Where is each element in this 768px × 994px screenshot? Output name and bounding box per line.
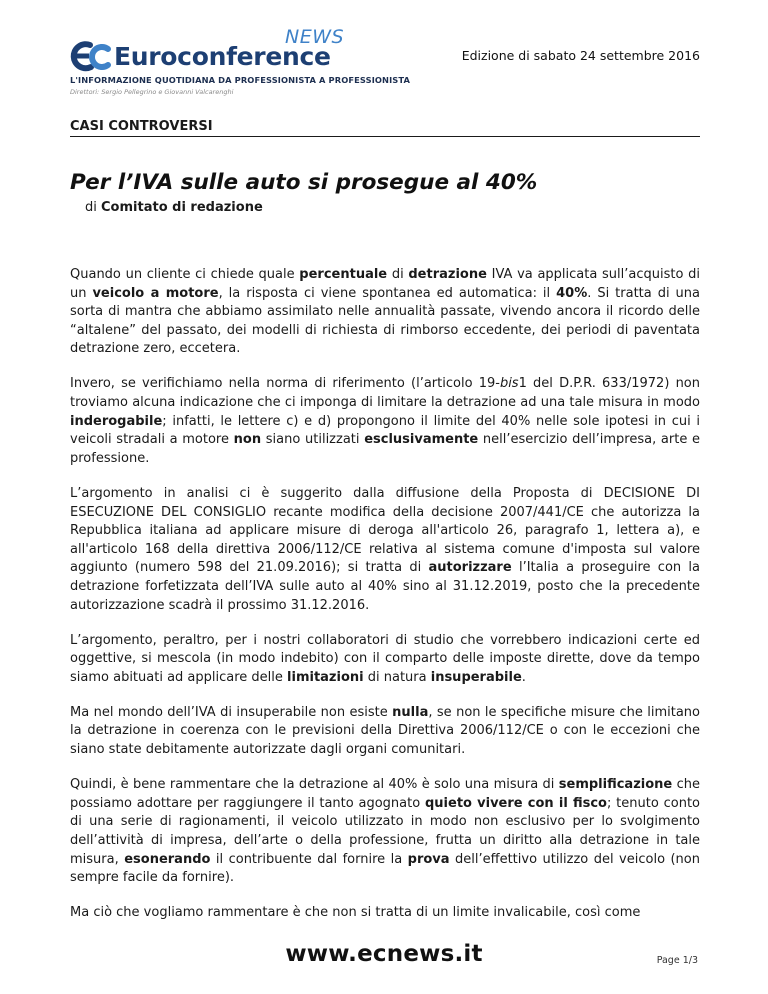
text-run: siano utilizzati (261, 432, 365, 448)
ec-logo-icon (70, 40, 112, 74)
text-run: IVA va applicata sull’acquisto di un (70, 267, 700, 301)
text-run: Invero, se verifichiamo nella norma di riferimento (l’articolo 19- (70, 376, 500, 392)
euroconference-logo[interactable] (70, 26, 410, 100)
text-run: , la risposta ci viene spontanea ed automatica: il (218, 285, 557, 301)
article-body (70, 266, 700, 939)
bold-text: prova (407, 851, 450, 867)
bold-text: quieto vivere con il fisco (424, 795, 607, 811)
text-run: che possiamo adottare per raggiungere il tanto agognato (70, 777, 700, 811)
text-run: . Si tratta di una sorta di mantra che abbiamo assimilato nelle annualità passate, vivendo ancora il ricordo delle “altalene” del passato, dei modelli di richiesta di rimborso eccedente, dei periodi di paventata detrazione zero, eccetera. (70, 285, 700, 357)
text-run: nell’esercizio dell’impresa, arte e professione. (70, 432, 700, 466)
footer-url[interactable]: www.ecnews.it (285, 941, 483, 967)
bold-text: veicolo a motore (92, 285, 219, 301)
text-run: Ma nel mondo dell’IVA di insuperabile non esiste (70, 704, 393, 720)
article-paragraph (70, 485, 700, 615)
text-run: L’argomento in analisi ci è suggerito dalla diffusione della Proposta di DECISIONE DI ESECUZIONE DEL CONSIGLIO recante modifica della decisione 2007/441/CE che autorizza la Repubblica italiana ad applicare misure di deroga all'articolo 26, paragrafo 1, lettera a), e all'articolo 168 della direttiva 2006/112/CE relativa al sistema comune d'imposta sul valore aggiunto (numero 598 del 21.09.2016); si tratta di (70, 485, 700, 576)
article-paragraph (70, 904, 700, 923)
bold-text: inderogabile (70, 413, 163, 429)
article-paragraph (70, 776, 700, 888)
bold-text: 40% (556, 285, 588, 301)
bold-text: semplificazione (558, 777, 673, 793)
text-run: Quindi, è bene rammentare che la detrazione al 40% è solo una misura di (70, 777, 559, 793)
article-paragraph (70, 632, 700, 688)
text-run: Ma ciò che vogliamo rammentare è che non si tratta di un limite invalicabile, così come (70, 905, 641, 921)
edition-date: Edizione di sabato 24 settembre 2016 (461, 48, 700, 63)
bold-text: esclusivamente (364, 432, 479, 448)
text-run: ; tenuto conto di una serie di ragionamenti, il veicolo utilizzato in modo non esclusivo per lo svolgimento dell’attività di impresa, dell’arte o della professione, frutta un diritto alla detrazione in tale misura, (70, 795, 700, 867)
bold-text: limitazioni (287, 669, 364, 685)
bold-text: detrazione (408, 267, 487, 282)
bold-text: esonerando (124, 851, 211, 867)
article-paragraph (70, 266, 700, 359)
text-run: 1 del D.P.R. 633/1972) non troviamo alcuna indicazione che ci imponga di limitare la detrazione ad una tale misura in modo (70, 376, 700, 411)
bold-text: insuperabile (430, 669, 522, 685)
text-run: l’Italia a proseguire con la detrazione forfetizzata dell’IVA sulle auto al 40% sino al 31.12.2019, posto che la precedente autorizzazione scadrà il prossimo 31.12.2016. (70, 560, 700, 613)
masthead (70, 28, 700, 103)
byline-prefix: di (85, 200, 97, 215)
text-run: di natura (363, 669, 431, 685)
text-run: Quando un cliente ci chiede quale (70, 267, 300, 282)
text-run: il contribuente dal fornire la (210, 851, 408, 867)
article-title: Per l’IVA sulle auto si prosegue al 40% (70, 170, 538, 195)
bold-text: nulla (392, 704, 429, 720)
bold-text: non (233, 432, 262, 448)
logo-news: NEWS (285, 26, 345, 48)
logo-directors: Direttori: Sergio Pellegrino e Giovanni Valcarenghi (70, 88, 234, 96)
text-run: , se non le specifiche misure che limitano la detrazione in coerenza con le previsioni della Direttiva 2006/112/CE o con le eccezioni che siano state debitamente autorizzate dagli organi comunitari. (70, 704, 700, 758)
byline-author: Comitato di redazione (101, 200, 263, 215)
logo-name: Euroconference (114, 42, 331, 71)
text-run: . (521, 669, 526, 685)
bold-text: percentuale (299, 267, 388, 282)
article-byline (85, 200, 263, 215)
text-run: dell’effettivo utilizzo del veicolo (non sempre facile da fornire). (70, 851, 700, 886)
article-paragraph (70, 375, 700, 468)
section-heading: CASI CONTROVERSI (70, 119, 700, 137)
page-number: Page 1/3 (656, 955, 698, 966)
italic-text: bis (499, 376, 519, 392)
text-run: di (387, 267, 409, 282)
logo-tagline: L'INFORMAZIONE QUOTIDIANA DA PROFESSIONISTA A PROFESSIONISTA (70, 75, 410, 85)
text-run: ; infatti, le lettere c) e d) propongono il limite del 40% nelle sole ipotesi in cui i veicoli stradali a motore (70, 413, 700, 448)
text-run: L’argomento, peraltro, per i nostri collaboratori di studio che vorrebbero indicazioni certe ed oggettive, si mescola (in modo indebito) con il comparto delle imposte dirette, dove da tempo siamo abituati ad applicare delle (70, 632, 700, 685)
article-paragraph (70, 704, 700, 760)
bold-text: autorizzare (428, 560, 512, 576)
